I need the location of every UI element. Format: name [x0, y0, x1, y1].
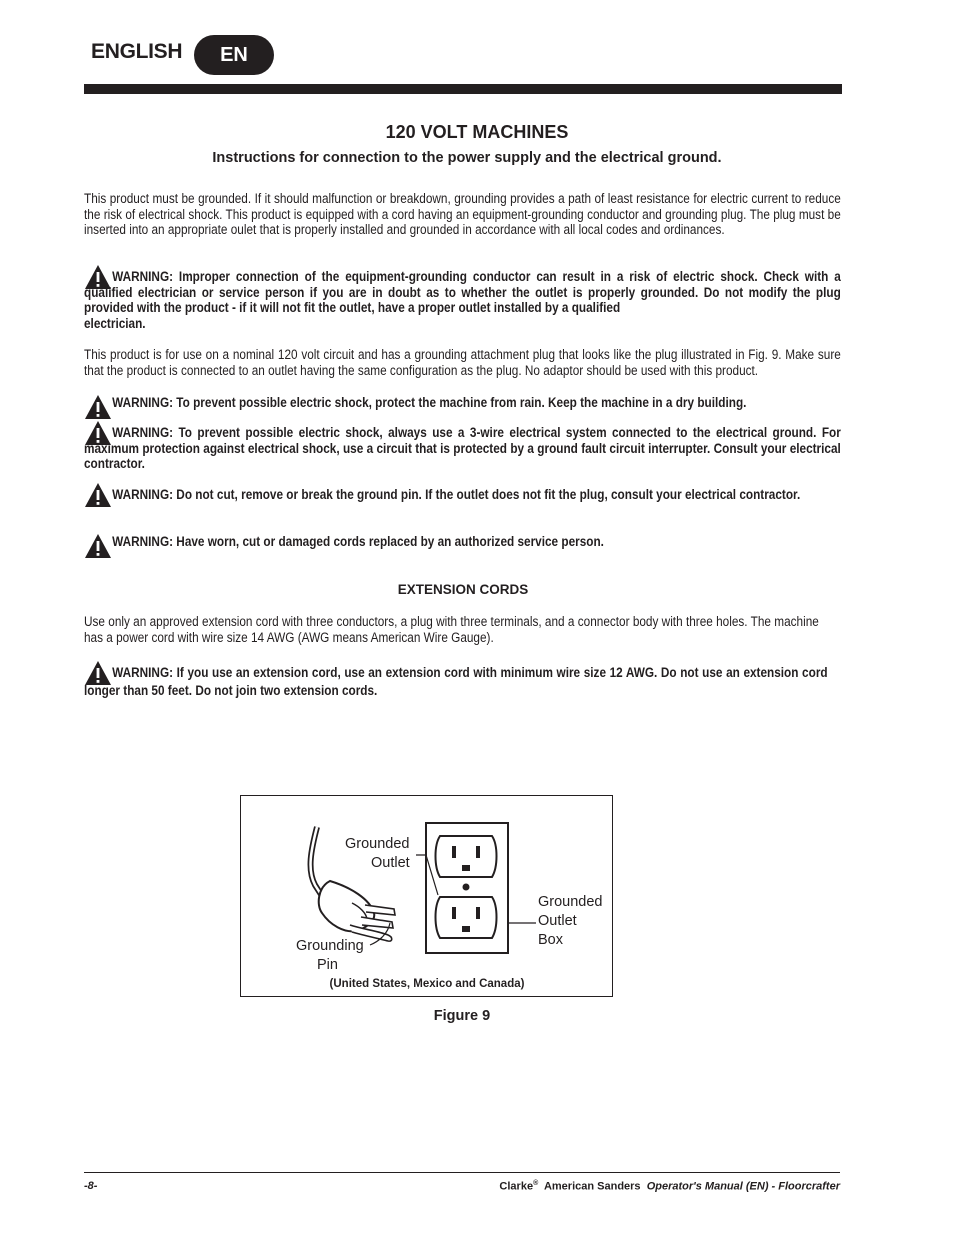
extension-cords-heading: EXTENSION CORDS [397, 582, 529, 597]
warning-line: WARNING: Have worn, cut or damaged cords replaced by an authorized service person. [112, 534, 604, 549]
figure-region-note: (United States, Mexico and Canada) [329, 978, 525, 990]
ground-hole [462, 926, 470, 932]
warning-line: electrician. [84, 316, 146, 332]
label-line: Box [538, 932, 563, 948]
footer-manual: Operator's Manual (EN) - Floorcrafter [646, 1180, 840, 1193]
language-label: ENGLISH [91, 40, 183, 63]
outlet-slot [452, 907, 456, 919]
grounded-outlet-label [345, 835, 410, 873]
warning-line: WARNING: To prevent possible electric shock, always use a 3-wire electrical system connected to the electrical ground. For maximum protection against electrical shock, use a circuit that is protected by a ground fault circuit interrupter. Consult your electrical contractor. [84, 425, 841, 472]
warning-line: WARNING: To prevent possible electric shock, protect the machine from rain. Keep the machine in a dry building. [112, 395, 747, 410]
grounding-pin-label [296, 937, 364, 975]
label-line: Grounded [345, 836, 410, 852]
registered-mark: ® [533, 1180, 539, 1187]
warning-text [84, 425, 841, 472]
ground-hole [462, 865, 470, 871]
label-line: Grounded [538, 894, 603, 910]
label-line: Pin [317, 957, 338, 973]
center-screw [463, 884, 470, 891]
extension-paragraph: Use only an approved extension cord with three conductors, a plug with three terminals, and a connector body with three holes. The machine has a power cord with wire size 14 AWG (AWG means American Wire Gauge). [84, 614, 819, 645]
warning-line: WARNING: If you use an extension cord, use an extension cord with minimum wire size 12 AWG. Do not use an extension cord longer than 50 feet. Do not join two extension cords. [84, 665, 828, 698]
footer-company: American Sanders [543, 1180, 641, 1193]
outlet-slot [452, 846, 456, 858]
warning-text [84, 664, 828, 700]
page-number: -8- [84, 1180, 98, 1192]
section-title: 120 VOLT MACHINES [385, 122, 569, 142]
warning-line: WARNING: Improper connection of the equipment-grounding conductor can result in a risk of electric shock. Check with a qualified electrician or service person if you are in doubt as to whether the outlet is properly grounded. Do not modify the plug provided with the product - if it will not fit the outlet, have a proper outlet installed by a qualified [84, 269, 841, 316]
grounded-outlet-box-label [538, 893, 603, 950]
header-rule [84, 84, 842, 94]
footer-text [499, 1180, 840, 1193]
figure-caption: Figure 9 [433, 1008, 491, 1024]
warning-text [84, 269, 841, 332]
warning-text [84, 395, 841, 411]
outlet-slot [476, 907, 480, 919]
footer-brand: Clarke [499, 1180, 534, 1193]
warning-text [84, 487, 841, 503]
label-line: Outlet [538, 913, 577, 929]
language-badge: EN [194, 35, 274, 75]
circuit-paragraph: This product is for use on a nominal 120 volt circuit and has a grounding attachment plug that looks like the plug illustrated in Fig. 9. Make sure that the product is connected to an outlet having the same configuration as the plug. No adaptor should be used with this product. [84, 347, 841, 378]
footer-rule [84, 1172, 840, 1173]
warning-line: WARNING: Do not cut, remove or break the ground pin. If the outlet does not fit the plug, consult your electrical contractor. [112, 487, 801, 502]
label-line: Outlet [371, 855, 410, 871]
section-subtitle: Instructions for connection to the power supply and the electrical ground. [212, 150, 722, 166]
warning-text [84, 534, 841, 550]
grounding-paragraph: This product must be grounded. If it should malfunction or breakdown, grounding provides a path of least resistance for electric current to reduce the risk of electrical shock. This product is equipped with a cord having an equipment-grounding conductor and grounding plug. The plug must be inserted into an appropriate oulet that is properly installed and grounded in accordance with all local codes and ordinances. [84, 191, 841, 238]
outlet-slot [476, 846, 480, 858]
label-line: Grounding [296, 938, 364, 954]
